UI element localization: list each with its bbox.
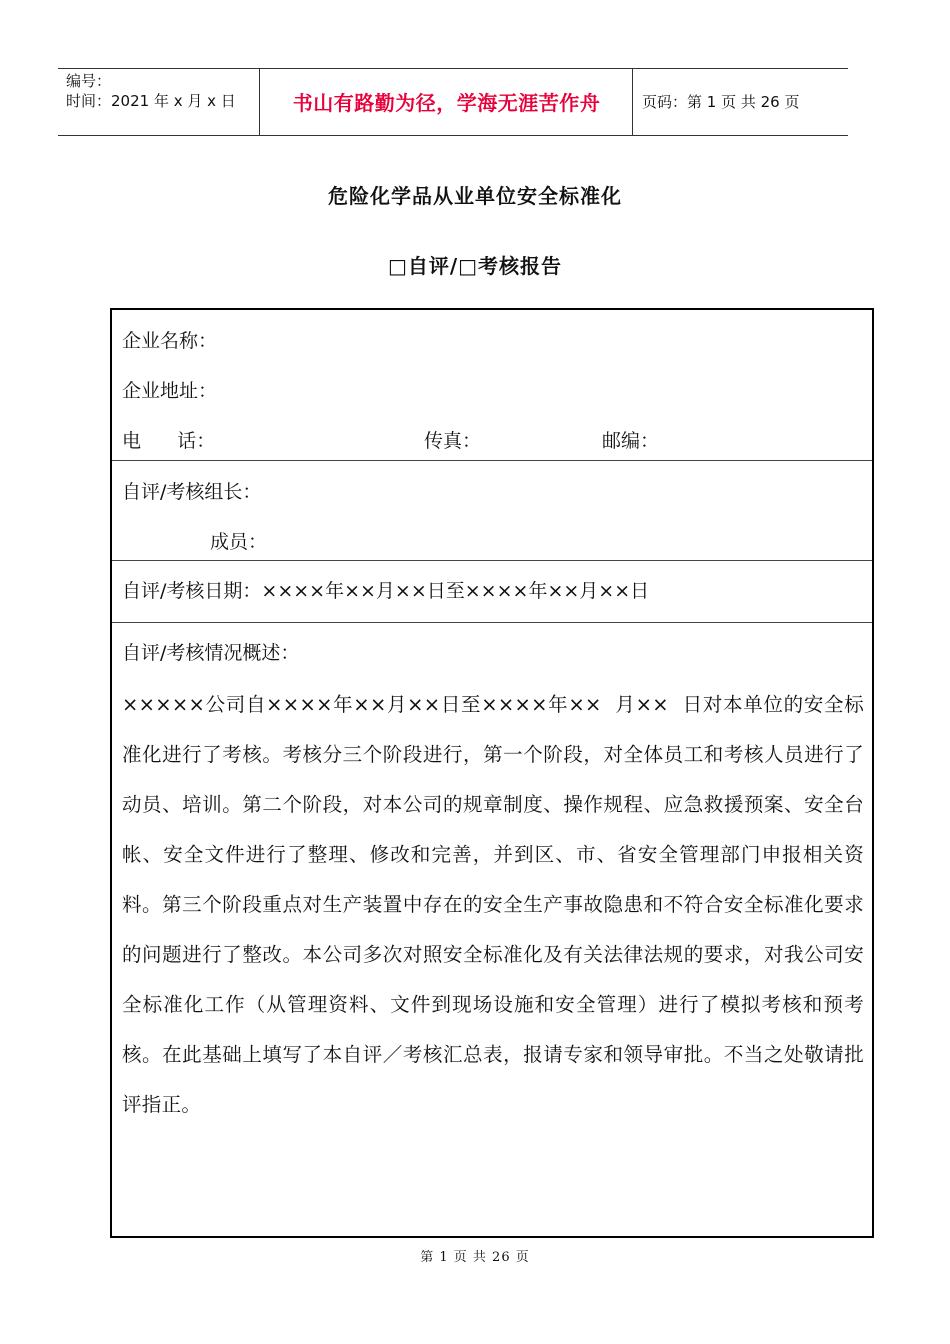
row-divider (112, 560, 872, 561)
time-label: 时间：2021 年 x 月 x 日 (66, 92, 236, 110)
company-address-label: 企业地址： (122, 380, 218, 402)
company-name-label: 企业名称： (122, 330, 218, 352)
number-label: 编号： (66, 72, 112, 90)
header-divider (259, 69, 260, 135)
phone-label: 电 话： (122, 430, 216, 452)
fax-label: 传真： (424, 430, 482, 452)
header-meta (66, 71, 236, 111)
header-divider (632, 69, 633, 135)
page-header (58, 68, 848, 136)
page-footer: 第 1 页 共 26 页 (420, 1250, 530, 1265)
document-subtitle: □自评/□考核报告 (387, 254, 563, 278)
assessment-date: 自评/考核日期：××××年××月××日至××××年××月××日 (122, 580, 650, 602)
header-page-info: 页码：第 1 页 共 26 页 (642, 93, 800, 111)
summary-text: ×××××公司自××××年××月××日至××××年×× 月×× 日对本单位的安全标准化进行了考核。考核分三个阶段进行，第一个阶段，对全体员工和考核人员进行了动员、培训。第二个阶段，对本公司的规章制度、操作规程、应急救援预案、安全台帐、安全文件进行了整理、修改和完善，并到区、市、省安全管理部门申报相关资料。第三个阶段重点对生产装置中存在的安全生产事故隐患和不符合安全标准化要求的问题进行了整改。本公司多次对照安全标准化及有关法律法规的要求，对我公司安全标准化工作（从管理资料、文件到现场设施和安全管理）进行了模拟考核和预考核。在此基础上填写了本自评／考核汇总表，报请专家和领导审批。不当之处敬请批评指正。 (122, 693, 864, 1116)
postcode-label: 邮编： (602, 430, 660, 452)
header-motto: 书山有路勤为径，学海无涯苦作舟 (292, 91, 601, 115)
document-title: 危险化学品从业单位安全标准化 (328, 184, 622, 208)
row-divider (112, 460, 872, 461)
summary-heading: 自评/考核情况概述： (122, 642, 300, 664)
leader-label: 自评/考核组长： (122, 481, 262, 503)
row-divider (112, 622, 872, 623)
report-form (110, 308, 874, 1238)
members-label: 成员： (210, 531, 268, 553)
